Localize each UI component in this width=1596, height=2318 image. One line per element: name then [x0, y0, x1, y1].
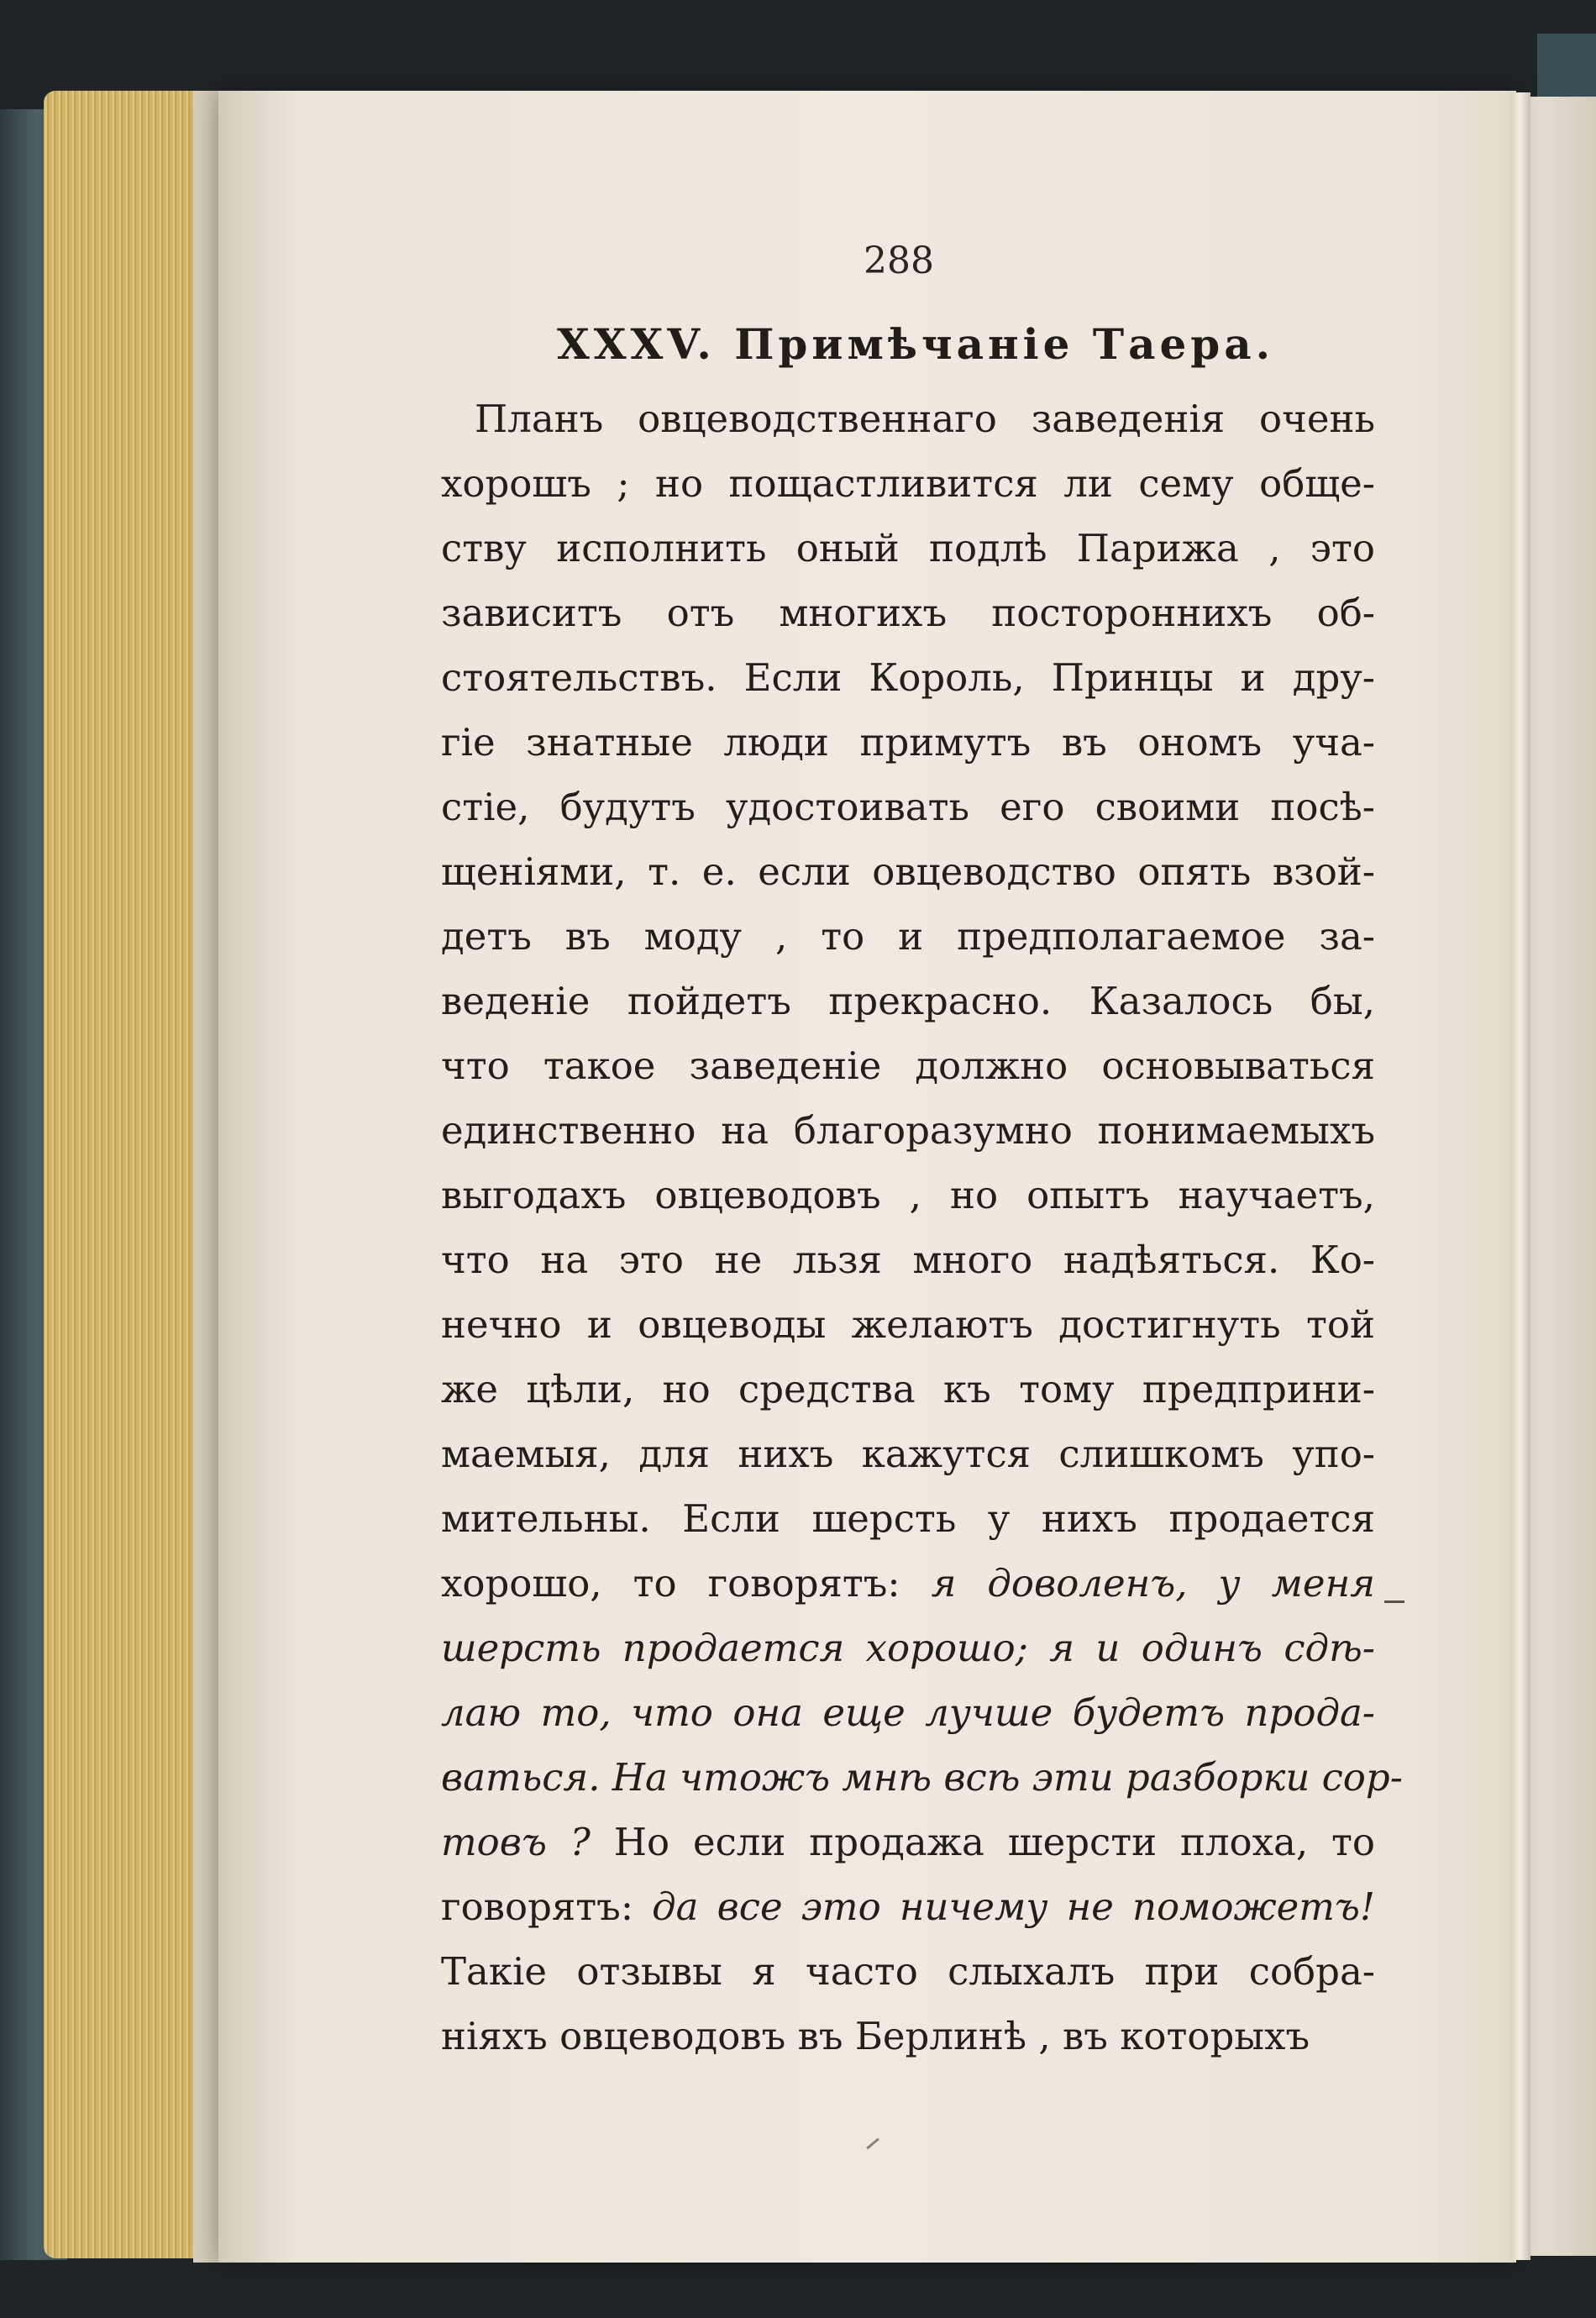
- text-segment: Но если продажа шерсти плоха, то: [613, 1820, 1375, 1864]
- italic-text-segment: лаю то, что она еще лучше будетъ прода-: [441, 1690, 1375, 1735]
- text-line: [441, 1939, 1375, 2004]
- text-segment: зависитъ отъ многихъ постороннихъ об-: [441, 591, 1375, 635]
- text-line: [441, 1810, 1375, 1874]
- text-segment: выгодахъ овцеводовъ , но опытъ научаетъ,: [441, 1173, 1375, 1217]
- text-segment: стіе, будутъ удостоивать его своими посѣ-: [441, 785, 1375, 829]
- text-line: [441, 1551, 1375, 1616]
- text-segment: же цѣли, но средства къ тому предприни-: [441, 1367, 1375, 1411]
- text-line: [441, 969, 1375, 1033]
- text-line: [441, 775, 1375, 839]
- text-line: [441, 1033, 1375, 1098]
- text-segment: нечно и овцеводы желаютъ достигнуть той: [441, 1302, 1375, 1347]
- text-line: [441, 1486, 1375, 1551]
- text-line: [441, 710, 1375, 775]
- text-line: [441, 1680, 1375, 1745]
- text-line: [441, 1292, 1375, 1357]
- text-line: [441, 839, 1375, 904]
- text-segment: маемыя, для нихъ кажутся слишкомъ упо-: [441, 1432, 1375, 1476]
- page-number: 288: [864, 239, 934, 282]
- italic-text-segment: да все это ничему не поможетъ!: [652, 1884, 1375, 1929]
- page-edge-right: [1510, 92, 1530, 2260]
- book-cover-right: [1537, 34, 1596, 101]
- text-segment: ніяхъ овцеводовъ въ Берлинѣ , въ которыхъ: [441, 2014, 1310, 2058]
- body-text: [441, 386, 1403, 2068]
- text-line: [441, 2004, 1375, 2068]
- italic-text-segment: товъ ?: [441, 1820, 614, 1864]
- text-segment: хорошо, то говорятъ:: [441, 1561, 932, 1606]
- text-segment: хорошъ ; но пощастливится ли сему обще-: [441, 461, 1375, 506]
- text-segment: детъ въ моду , то и предполагаемое за-: [441, 914, 1375, 959]
- text-line: [441, 904, 1375, 969]
- text-line: [441, 1616, 1375, 1680]
- text-line: [441, 451, 1375, 516]
- text-line: [441, 386, 1375, 451]
- margin-mark: [1384, 1601, 1404, 1603]
- text-segment: ству исполнить оный подлѣ Парижа , это: [441, 526, 1375, 570]
- text-segment: говорятъ:: [441, 1884, 653, 1929]
- italic-text-segment: я доволенъ, у меня: [931, 1561, 1376, 1606]
- text-line: [441, 1098, 1375, 1163]
- text-line: [441, 1874, 1375, 1939]
- text-line: [441, 645, 1375, 710]
- text-line: [441, 581, 1375, 645]
- text-line: [441, 1227, 1375, 1292]
- text-segment: мительны. Если шерсть у нихъ продается: [441, 1496, 1375, 1541]
- text-segment: Планъ овцеводственнаго заведенія очень: [475, 397, 1375, 441]
- text-line: [441, 1163, 1375, 1227]
- text-segment: щеніями, т. е. если овцеводство опять взой-: [441, 849, 1375, 894]
- text-segment: гіе знатные люди примутъ въ ономъ уча-: [441, 720, 1375, 765]
- facing-page-edge: [1530, 97, 1596, 2256]
- text-segment: стоятельствъ. Если Король, Принцы и дру-: [441, 655, 1375, 700]
- text-segment: единственно на благоразумно понимаемыхъ: [441, 1108, 1375, 1153]
- text-line: [441, 1422, 1375, 1486]
- italic-text-segment: шерсть продается хорошо; я и одинъ сдѣ-: [441, 1626, 1375, 1670]
- section-heading: XXXV. Примѣчаніе Таера.: [556, 319, 1275, 369]
- italic-text-segment: ваться. На чтожъ мнѣ всѣ эти разборки сор-: [441, 1755, 1403, 1800]
- text-line: [441, 1745, 1403, 1810]
- text-segment: Такіе отзывы я часто слыхалъ при собра-: [441, 1949, 1375, 1994]
- text-segment: что на это не льзя много надѣяться. Ко-: [441, 1238, 1375, 1282]
- text-segment: веденіе пойдетъ прекрасно. Казалось бы,: [441, 979, 1375, 1023]
- text-segment: что такое заведеніе должно основываться: [441, 1043, 1375, 1088]
- text-line: [441, 516, 1375, 581]
- text-line: [441, 1357, 1375, 1422]
